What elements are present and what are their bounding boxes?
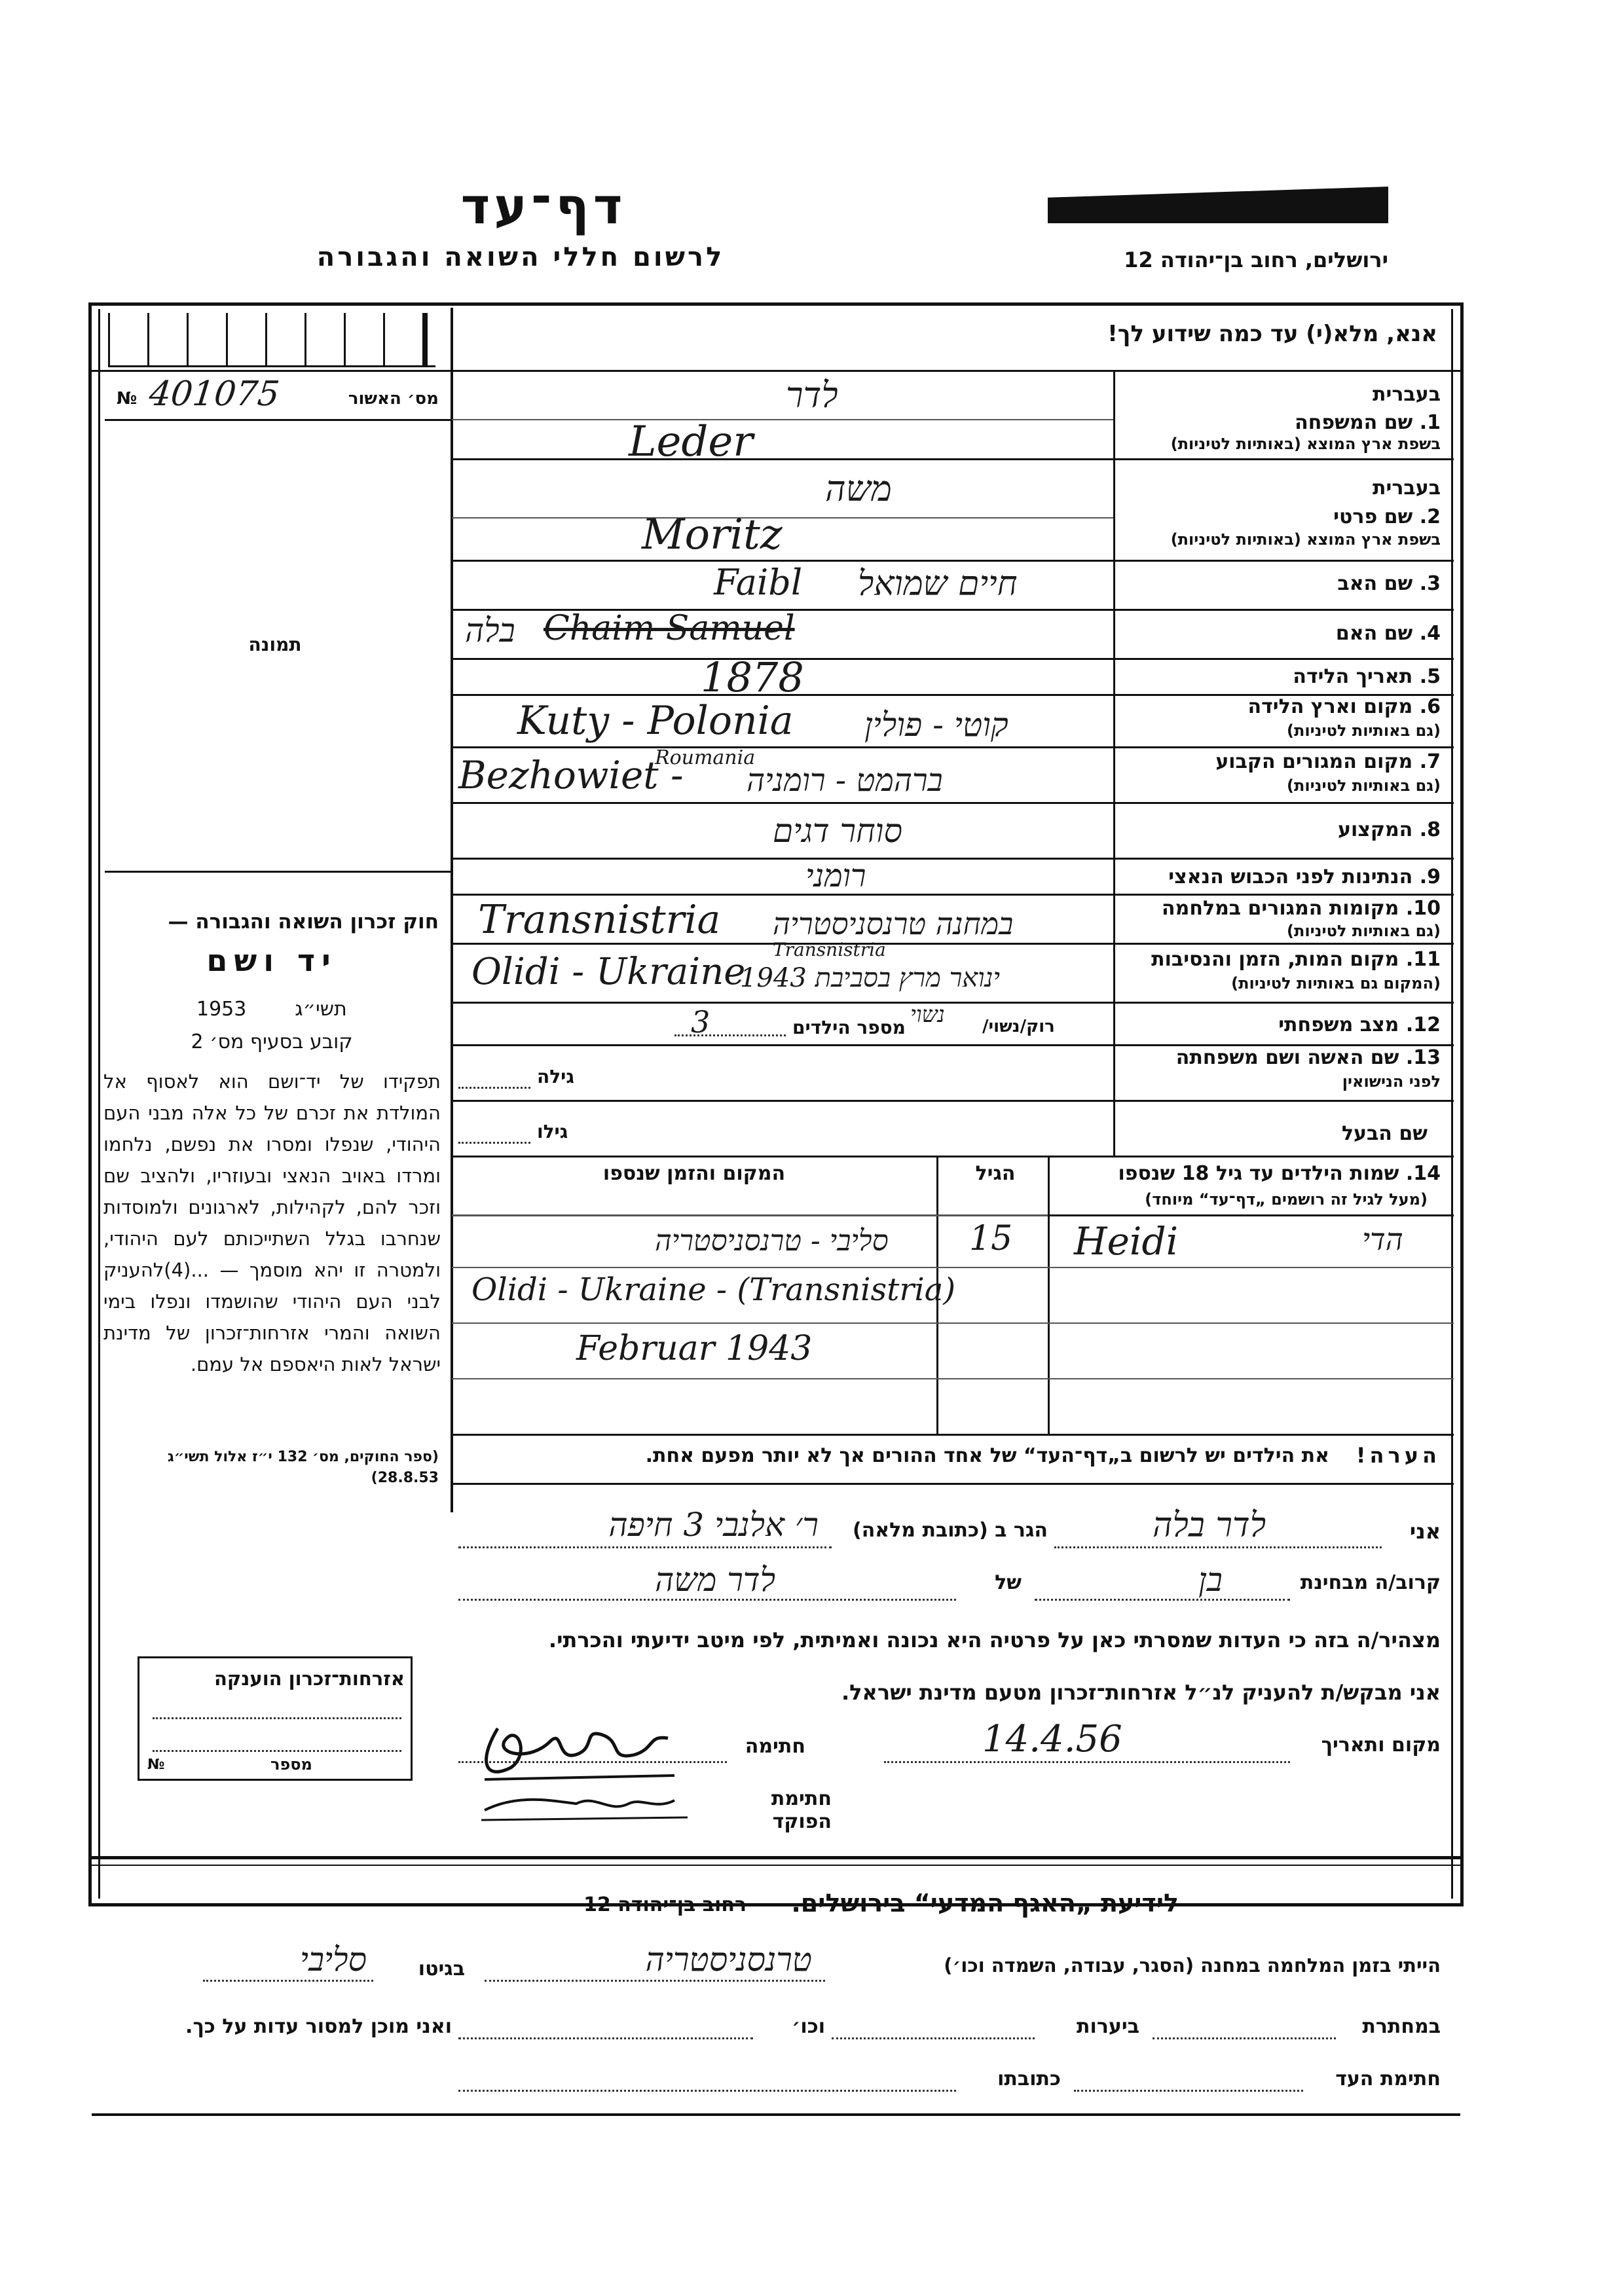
f9-title: הנתינות לפני הכבוש הנאצי — [1168, 866, 1413, 888]
declarant-of-value: לדר משה — [655, 1561, 775, 1599]
child-name-latin: Heidi — [1074, 1219, 1179, 1264]
husband-label: שם הבעל — [1341, 1122, 1428, 1145]
f4-title: שם האם — [1335, 622, 1413, 645]
f14-label — [1048, 1162, 1441, 1185]
declarant-name: לדר בלה — [1153, 1506, 1266, 1545]
f1-title: שם המשפחה — [1295, 411, 1413, 434]
officer-sig-label: חתימת הפוקד — [771, 1787, 832, 1833]
certificate-boxes — [108, 313, 435, 367]
f10-title: מקומות המגורים במלחמה — [1162, 897, 1399, 920]
f11-value-note: Transnistria — [773, 939, 886, 960]
f7-value-latin: Bezhowiet - — [458, 753, 684, 797]
f10-sub: (גם באותיות לטיניות) — [1287, 922, 1441, 940]
f14-num: 14. — [1405, 1162, 1441, 1185]
f13-age-label: גילה — [537, 1066, 574, 1087]
f7-title: מקום המגורים הקבוע — [1215, 750, 1413, 773]
law-year-greg: 1953 — [196, 998, 247, 1021]
f6-value-heb: קוטי - פולין — [864, 706, 1008, 744]
child-age: 15 — [969, 1219, 1013, 1258]
f13-sub: לפני הנישואין — [1342, 1072, 1441, 1091]
f5-num: 5. — [1419, 665, 1441, 688]
signature-label: חתימה — [745, 1735, 805, 1758]
f10-num: 10. — [1405, 897, 1441, 920]
law-body: תפקידו של יד־ושם הוא לאסוף אל המולדת את זכרם של כל אלה מבני העם היהודי, שנפלו ומסרו את נפשם, נלחמו ומרדו באויב הנאצי ובעוזריו, ולהציב שם וזכר להם, לקהילות, לארגונים ולמוסדות שנחרבו בגלל השתייכותם לעם היהודי, ולמטרה זו יהא מוסמך — ...(4)להעניק לבני העם היהודי שהושמדו ונפלו בימי השואה והמרי אזרחות־זכרון של מדינת ישראל לאות היאספם אל עמם. — [103, 1070, 441, 1376]
f5-label — [1126, 665, 1441, 688]
f4-value: בלה — [465, 611, 515, 649]
f4-label — [1126, 622, 1441, 645]
f2-sub: בשפת ארץ המוצא (באותיות לטיניות) — [1170, 530, 1441, 549]
footer-address-label: כתובתו — [997, 2068, 1061, 2090]
intro-text: אנא, מלא(י) עד כמה שידוע לך! — [1107, 321, 1437, 347]
footer-ghetto-value: סליבי — [299, 1941, 367, 1978]
f3-value-latin: Faibl — [714, 562, 803, 603]
footer-address: רחוב בן־יהודה 12 — [583, 1893, 747, 1916]
f12-options: רוק/נשוי/ — [982, 1017, 1055, 1036]
footer-camp-label: הייתי בזמן המלחמה במחנה (הסגר, עבודה, השמדה וכו׳) — [944, 1954, 1441, 1977]
f8-title: המקצוע — [1337, 818, 1413, 841]
law-name: יד ושם — [206, 943, 337, 978]
declarant-signature — [471, 1702, 720, 1787]
declarant-of-label: של — [995, 1571, 1022, 1594]
note-label: הערה! — [1356, 1443, 1441, 1468]
f5-title: תאריך הלידה — [1293, 665, 1413, 688]
f12-value: נשוי — [910, 1002, 945, 1028]
f6-title: מקום וארץ הלידה — [1247, 695, 1413, 718]
f12-title: מצב משפחתי — [1278, 1013, 1399, 1036]
f13-label — [1126, 1046, 1441, 1069]
certificate-no-sign: № — [117, 389, 138, 409]
law-title: חוק זכרון השואה והגבורה — — [168, 910, 439, 934]
declarant-relation-label: קרוב/ה מבחינת — [1300, 1571, 1441, 1594]
f11-label — [1126, 948, 1441, 971]
f12-num: 12. — [1405, 1013, 1441, 1036]
f10-value-heb: במחנה טרנסניסטריה — [773, 906, 1014, 941]
f2-value-latin: Moritz — [642, 511, 783, 559]
law-reference: (ספר החוקים, מס׳ 132 י״ז אלול תשי״ג 28.8.53) — [167, 1449, 439, 1486]
f2-num: 2. — [1419, 505, 1441, 528]
f1-heb-tag: בעברית — [1373, 383, 1441, 406]
place-date-value: 14.4.56 — [982, 1718, 1122, 1760]
f8-value: סוחר דגים — [773, 812, 902, 850]
f7-label — [1126, 750, 1441, 773]
f14-col-age: הגיל — [975, 1162, 1016, 1185]
certificate-number: 401075 — [147, 374, 282, 414]
child-date: Februar 1943 — [576, 1329, 813, 1368]
f9-num: 9. — [1419, 866, 1441, 888]
f3-value: חיים שמואל — [858, 564, 1018, 604]
f2-label — [1126, 505, 1441, 528]
f6-value-latin: Kuty - Polonia — [517, 698, 794, 744]
note-text: את הילדים יש לרשום ב„דף־העד“ של אחד ההורים אך לא יותר מפעם אחת. — [645, 1444, 1329, 1467]
officer-signature — [478, 1781, 694, 1827]
footer-etc-label: וכו׳ — [792, 2015, 825, 2038]
form-title: דף־עד — [460, 177, 627, 235]
f6-label — [1126, 695, 1441, 718]
f14-sub: (מעל לגיל זה רושמים „דף־עד“ מיוחד) — [1145, 1190, 1428, 1209]
f4-value-latin: Chaim Samuel — [544, 609, 795, 648]
logo-banner — [1048, 187, 1388, 223]
request-text: אני מבקש/ת להעניק לנ״ל אזרחות־זכרון מטעם מדינת ישראל. — [841, 1680, 1441, 1705]
f2-heb-tag: בעברית — [1373, 477, 1441, 500]
header-address: ירושלים, רחוב בן־יהודה 12 — [1124, 247, 1388, 272]
f8-num: 8. — [1419, 818, 1441, 841]
footer-heading: לידיעת „האגף המדעי“ בירושלים. — [791, 1889, 1179, 1918]
f10-label — [1126, 897, 1441, 920]
footer-forests-label: ביערות — [1077, 2015, 1139, 2038]
place-date-label: מקום ותאריך — [1321, 1734, 1441, 1757]
child-place-heb: סליבי - טרנסניסטריה — [655, 1224, 889, 1258]
footer-underground-label: במחתרת — [1362, 2015, 1441, 2038]
f12-children-count: 3 — [691, 1004, 710, 1040]
f1-value-latin: Leder — [629, 418, 753, 466]
law-clause: קובע בסעיף מס׳ 2 — [191, 1030, 353, 1053]
footer-ghetto-label: בגיטו — [418, 1958, 465, 1980]
f14-title: שמות הילדים עד גיל 18 שנספו — [1118, 1162, 1399, 1185]
form-subtitle: לרשום חללי השואה והגבורה — [316, 242, 725, 272]
footer-ready-label: ואני מוכן למסור עדות על כך. — [185, 2015, 452, 2038]
f8-label — [1126, 818, 1441, 841]
f5-value: 1878 — [701, 653, 804, 701]
f14-col-place: המקום והזמן שנספו — [602, 1162, 786, 1185]
declarant-residing-label: הגר ב (כתובת מלאה) — [852, 1519, 1048, 1542]
footer-camp-value: טרנסניסטריה — [645, 1941, 812, 1978]
f3-num: 3. — [1419, 572, 1441, 595]
f10-value-latin: Transnistria — [478, 897, 721, 943]
citizenship-title: אזרחות־זכרון הוענקה — [213, 1667, 405, 1690]
declarant-i-label: אני — [1409, 1519, 1441, 1544]
f3-title: שם האב — [1337, 572, 1413, 595]
law-year: תשי״ג — [295, 998, 347, 1021]
f11-num: 11. — [1405, 948, 1441, 971]
certificate-label: מס׳ האשור — [348, 389, 439, 409]
f1-num: 1. — [1419, 411, 1441, 434]
f1-value-heb: לדר — [786, 374, 838, 416]
f7-value-note: Roumania — [655, 746, 756, 769]
child-place-latin: Olidi - Ukraine - (Transnistria) — [471, 1271, 956, 1308]
f1-sub: בשפת ארץ המוצא (באותיות לטיניות) — [1170, 435, 1441, 453]
f2-value-heb: משה — [825, 468, 892, 509]
f11-sub: (המקום גם באותיות לטיניות) — [1231, 974, 1441, 993]
f2-title: שם פרטי — [1333, 505, 1413, 528]
f12-children-label: מספר הילדים — [792, 1017, 906, 1038]
husband-age-label: גילו — [537, 1121, 568, 1142]
f9-label — [1126, 866, 1441, 888]
citizenship-box — [138, 1656, 413, 1781]
declaration-text: מצהיר/ה בזה כי העדות שמסרתי כאן על פרטיה היא נכונה ואמיתית, לפי מיטב ידיעתי והכרתי. — [548, 1628, 1441, 1652]
citizenship-number-label: מספר — [270, 1755, 312, 1774]
photo-label: תמונה — [248, 634, 302, 655]
f12-label — [1126, 1013, 1441, 1036]
f7-sub: (גם באותיות לטיניות) — [1287, 776, 1441, 795]
f1-label — [1126, 411, 1441, 434]
f13-title: שם האשה ושם משפחתה — [1175, 1046, 1399, 1069]
f3-label — [1126, 572, 1441, 595]
footer-witness-sig-label: חתימת העד — [1335, 2068, 1441, 2090]
f13-num: 13. — [1405, 1046, 1441, 1069]
f7-num: 7. — [1419, 750, 1441, 773]
declarant-address: ר׳ אלנבי 3 חיפה — [608, 1506, 819, 1544]
child-name-heb: הדי — [1362, 1222, 1403, 1257]
f7-value-heb: ברהמט - רומניה — [747, 762, 943, 799]
f6-sub: (גם באותיות לטיניות) — [1287, 721, 1441, 740]
f4-num: 4. — [1419, 622, 1441, 645]
citizenship-no-sign: № — [147, 1757, 165, 1773]
declarant-relation-value: בן — [1198, 1561, 1223, 1599]
f11-value-heb: ינואר מרץ בסביבת 1943 — [740, 963, 1000, 993]
f11-value-latin: Olidi - Ukraine — [471, 951, 746, 993]
f9-value: רומני — [805, 858, 866, 894]
f6-num: 6. — [1419, 695, 1441, 718]
f11-title: מקום המות, הזמן והנסיבות — [1151, 948, 1399, 971]
